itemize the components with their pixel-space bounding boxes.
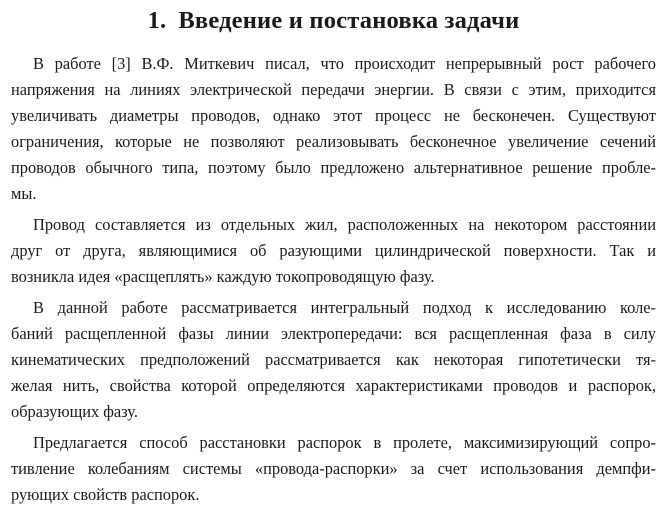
- paragraph-4: [11, 430, 656, 508]
- text-line: В данной работе рассматривается интегральный подход к исследованию коле-: [33, 298, 656, 317]
- text-line: кинематических предположений рассматривается как некоторая гипотетически тя-: [11, 350, 656, 369]
- text-line: ограничения, которые не позволяют реализовывать бесконечное увеличение сечений: [11, 132, 656, 151]
- text-line: проводов обычного типа, поэтому было предложено альтернативное решение пробле-: [11, 158, 656, 177]
- text-line: напряжения на линиях электрической передачи энергии. В связи с этим, приходится: [11, 80, 656, 99]
- text-line: увеличивать диаметры проводов, однако этот процесс не бесконечен. Существуют: [11, 106, 656, 125]
- section-title: Введение и постановка задачи: [178, 7, 520, 34]
- paragraph-3: [11, 295, 656, 425]
- section-body: [11, 51, 656, 508]
- paragraph-1: [11, 51, 656, 207]
- text-line: Провод составляется из отдельных жил, расположенных на некотором расстоянии: [33, 215, 656, 234]
- paragraph-2: [11, 212, 656, 290]
- section-number: 1.: [147, 7, 167, 34]
- text-line: баний расщепленной фазы линии электропередачи: вся расщепленная фаза в силу: [11, 324, 656, 343]
- section-heading: [11, 9, 656, 33]
- text-line: В работе [3] В.Ф. Миткевич писал, что происходит непрерывный рост рабочего: [33, 54, 656, 73]
- text-line: мы.: [11, 184, 37, 203]
- text-line: желая нить, свойства которой определяются характеристиками проводов и распорок,: [11, 376, 656, 395]
- text-line: возникла идея «расщеплять» каждую токопроводящую фазу.: [11, 267, 435, 286]
- text-line: тивление колебаниям системы «провода-распорки» за счет использования демпфи-: [11, 459, 656, 478]
- text-line: друг от друга, являющимися об разующими цилиндрической поверхности. Так и: [11, 241, 656, 260]
- text-line: образующих фазу.: [11, 402, 138, 421]
- text-line: рующих свойств распорок.: [11, 485, 200, 504]
- text-line: Предлагается способ расстановки распорок в пролете, максимизирующий сопро-: [33, 433, 656, 452]
- document-page: [11, 0, 656, 508]
